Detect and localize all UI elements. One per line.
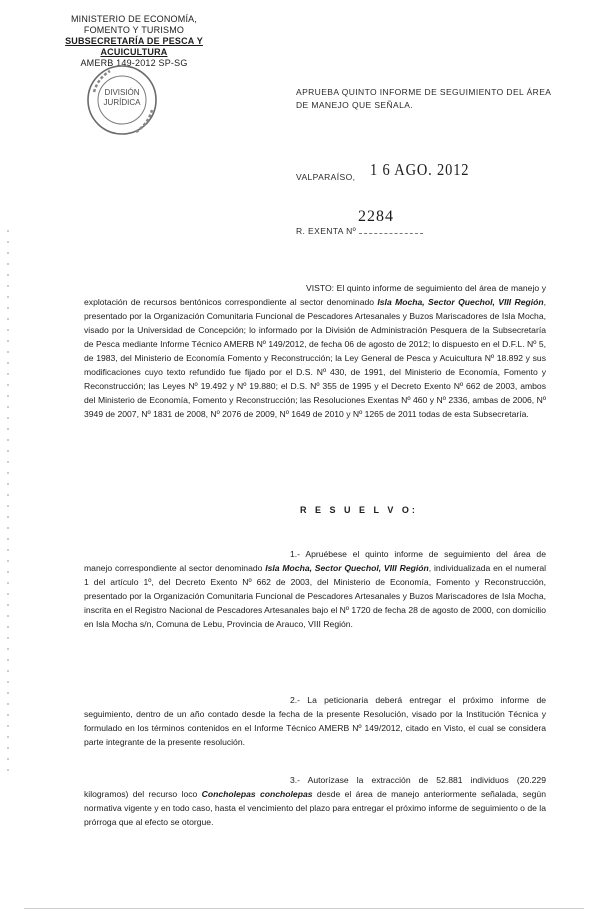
stamp-line-1: DIVISIÓN (104, 88, 140, 97)
ministry-line-1: MINISTERIO DE ECONOMÍA, (70, 14, 198, 24)
subject-line-2: DE MANEJO QUE SEÑALA. (296, 100, 414, 110)
item-2-text: 2.- La peticionaria deberá entregar el próximo informe de seguimiento, dentro de un año contado desde la fecha de la presente Resolución, visado por la Institución Técnica y formulado en los términos contenidos en el Informe Técnico AMERB Nº 149/2012, citado en Visto, el cual se considera parte integrante de la presente resolución. (84, 695, 546, 747)
resolution-item-1 (84, 547, 546, 631)
item-3-species-name: Concholepas concholepas (201, 789, 313, 799)
visto-paragraph (84, 281, 546, 421)
file-reference: AMERB 149-2012 SP-SG (80, 58, 188, 68)
resolution-item-3 (84, 773, 546, 829)
resolution-number-label (296, 225, 423, 238)
margin-mark-decoration (2, 230, 12, 780)
resolution-label: R. EXENTA Nº (296, 226, 357, 236)
item-3-text-b: desde el área de manejo anteriormente señalada, según normativa vigente y en todo caso, hasta el vencimiento del plazo para entregar el próximo informe de seguimiento o de la prórroga que al efecto se otorgue. (84, 789, 546, 827)
page-bottom-edge (24, 908, 584, 909)
place-label: VALPARAÍSO, (296, 172, 356, 182)
ministry-line-2: FOMENTO Y TURISMO (83, 25, 185, 35)
date-stamp: 1 6 AGO. 2012 (370, 160, 470, 179)
subsecretaria-name: SUBSECRETARÍA DE PESCA Y ACUICULTURA (65, 36, 203, 57)
resolution-item-2 (84, 693, 546, 749)
visto-text-a: El quinto informe de seguimiento del área de manejo y explotación de recursos bentónicos correspondiente al sector denominado (84, 283, 547, 307)
visto-sector-name: Isla Mocha, Sector Quechol, VIII Región (377, 297, 544, 307)
letterhead (40, 14, 228, 69)
resolution-number: 2284 (358, 208, 394, 225)
division-juridica-stamp (84, 62, 160, 138)
visto-label: VISTO: (306, 283, 335, 293)
resolution-subject (296, 86, 566, 112)
item-1-sector-name: Isla Mocha, Sector Quechol, VIII Región (265, 563, 429, 573)
visto-text-b: , presentado por la Organización Comunitaria Funcional de Pescadores Artesanales y Buzos Mariscadores de Isla Mocha, visado por la Universidad de Concepción; lo informado por la División de Administración Pesquera de la Subsecretaría de Pesca mediante Informe Técnico AMERB Nº 149/2012, de fecha 06 de agosto de 2012; lo dispuesto en el D.F.L. Nº 5, de 1983, del Ministerio de Economía Fomento y Reconstrucción; la Ley General de Pesca y Acuicultura Nº 18.892 y sus modificaciones cuyo texto refundido fue fijado por el D.S. Nº 430, de 1991, del Ministerio de Economía, Fomento y Reconstrucción; las Leyes Nº 19.492 y Nº 19.880; el D.S. Nº 355 de 1995 y el Decreto Exento Nº 662 de 2003, ambos del Ministerio de Economía, Fomento y Reconstrucción; las Resoluciones Exentas Nº 460 y Nº 2336, ambas de 2006, Nº 3949 de 2007, Nº 1831 de 2008, Nº 2076 de 2009, Nº 1649 de 2010 y Nº 1265 de 2011 todas de esta Subsecretaría. (84, 297, 547, 419)
resuelvo-heading: R E S U E L V O: (300, 505, 418, 515)
item-3-text-a: 3.- Autorízase la extracción de 52.881 individuos (20.229 kilogramos) del recurso loco (84, 775, 546, 799)
item-1-text-b: , individualizada en el numeral 1 del artículo 1º, del Decreto Exento Nº 662 de 2003, del Ministerio de Economía, Fomento y Reconstrucción, presentado por la Organización Comunitaria Funcional de Pescadores Artesanales y Buzos Mariscadores de Isla Mocha, inscrita en el Registro Nacional de Pescadores Artesanales bajo el Nº 1720 de fecha 28 de agosto de 2000, con domicilio en Isla Mocha s/n, Comuna de Lebu, Provincia de Arauco, VIII Región. (84, 563, 547, 629)
stamp-line-2: JURÍDICA (103, 98, 141, 107)
subject-line-1: APRUEBA QUINTO INFORME DE SEGUIMIENTO DEL ÁREA (296, 87, 552, 97)
item-1-text-a: 1.- Apruébese el quinto informe de seguimiento del área de manejo correspondiente al sector denominado (84, 549, 546, 573)
